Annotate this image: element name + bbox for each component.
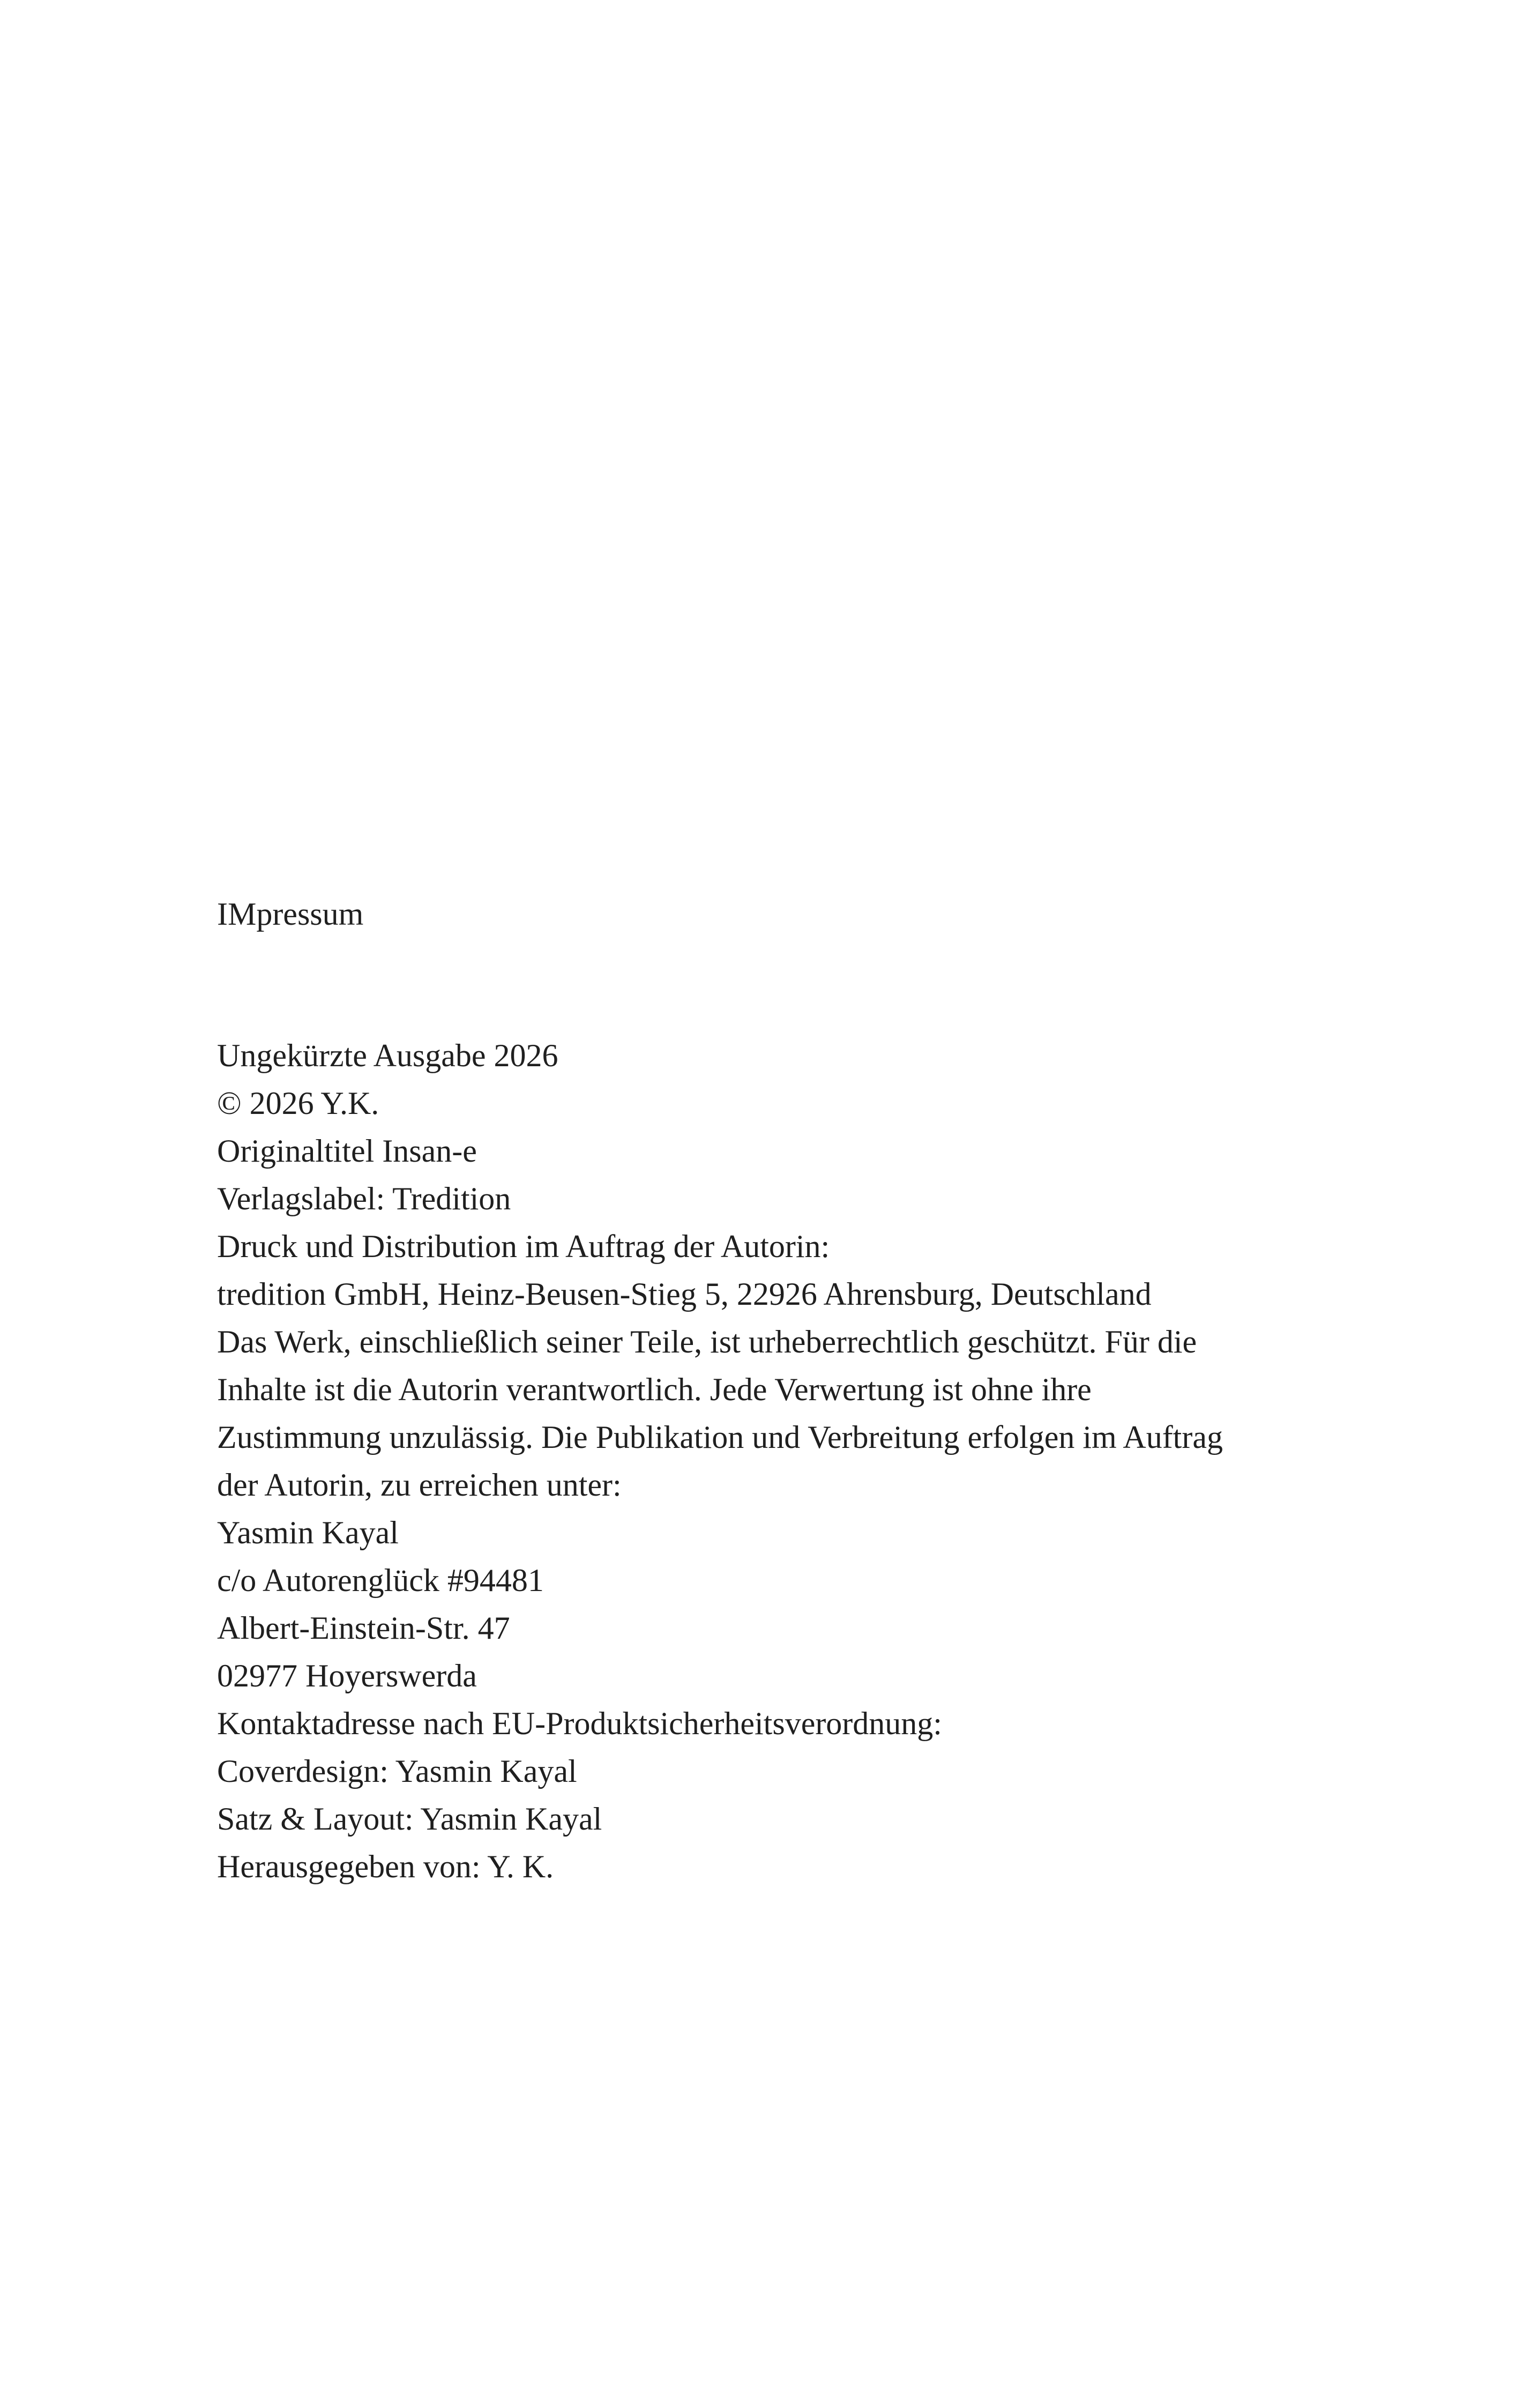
contact-address-line: Kontaktadresse nach EU-Produktsicherheitsverordnung:: [217, 1706, 942, 1741]
original-title-line: Originaltitel Insan-e: [217, 1133, 477, 1169]
layout-line: Satz & Layout: Yasmin Kayal: [217, 1801, 602, 1837]
copyright-notice-line-4: der Autorin, zu erreichen unter:: [217, 1467, 622, 1503]
edition-line: Ungekürzte Ausgabe 2026: [217, 1038, 558, 1073]
author-name-line: Yasmin Kayal: [217, 1515, 399, 1550]
address-street-line: Albert-Einstein-Str. 47: [217, 1610, 510, 1646]
address-co-line: c/o Autorenglück #94481: [217, 1563, 544, 1598]
editor-line: Herausgegeben von: Y. K.: [217, 1849, 554, 1884]
imprint-block: [217, 1032, 1310, 1891]
publisher-label-line: Verlagslabel: Tredition: [217, 1181, 511, 1216]
copyright-line: © 2026 Y.K.: [217, 1086, 379, 1121]
copyright-notice-line-3: Zustimmung unzulässig. Die Publikation und Verbreitung erfolgen im Auftrag: [217, 1419, 1223, 1455]
copyright-notice-line-2: Inhalte ist die Autorin verantwortlich. Jede Verwertung ist ohne ihre: [217, 1372, 1092, 1407]
publisher-address-line: tredition GmbH, Heinz-Beusen-Stieg 5, 22926 Ahrensburg, Deutschland: [217, 1276, 1152, 1312]
address-city-line: 02977 Hoyerswerda: [217, 1658, 477, 1693]
copyright-notice-line-1: Das Werk, einschließlich seiner Teile, ist urheberrechtlich geschützt. Für die: [217, 1324, 1197, 1359]
distribution-line: Druck und Distribution im Auftrag der Autorin:: [217, 1229, 830, 1264]
page-heading: IMpressum: [217, 896, 364, 932]
cover-design-line: Coverdesign: Yasmin Kayal: [217, 1753, 577, 1789]
